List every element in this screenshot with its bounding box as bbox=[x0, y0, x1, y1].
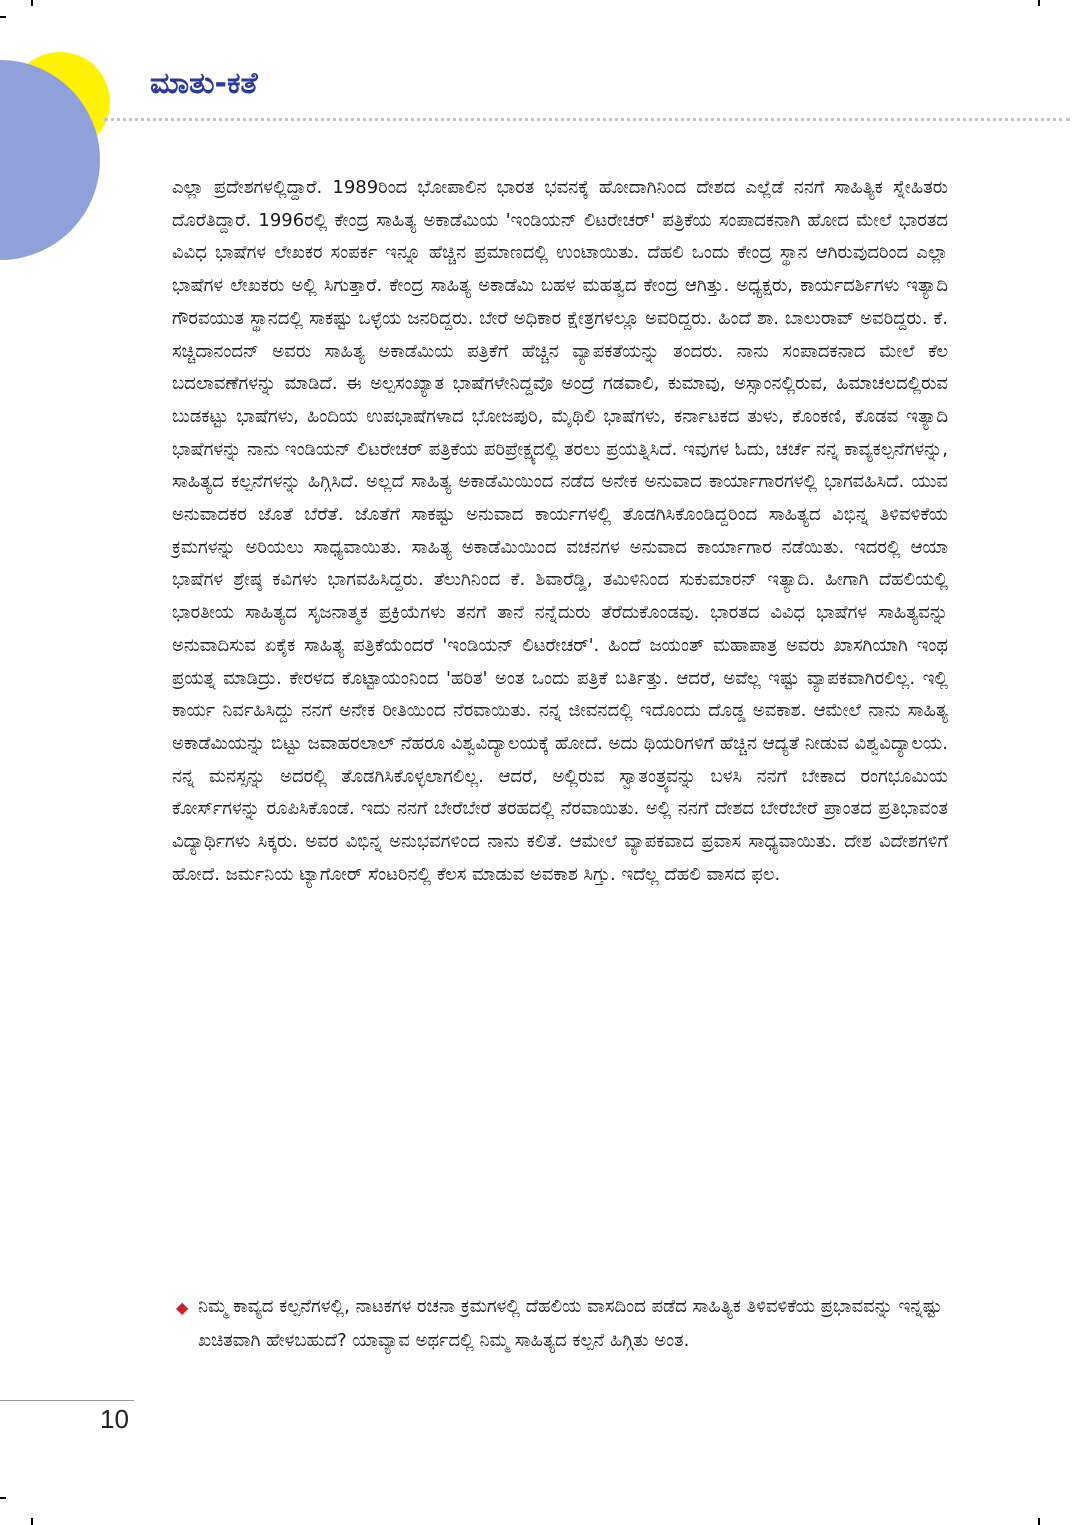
crop-mark-bottom-left bbox=[0, 1497, 6, 1499]
footer-divider bbox=[0, 1400, 134, 1401]
crop-mark-top-center bbox=[31, 0, 33, 6]
crop-mark-bottom-center bbox=[31, 1518, 33, 1525]
crop-mark-top-right bbox=[1038, 0, 1040, 6]
body-paragraph: ಎಲ್ಲಾ ಪ್ರದೇಶಗಳಲ್ಲಿದ್ದಾರೆ. 1989ರಿಂದ ಭೋಪಾಲಿನ ಭಾರತ ಭವನಕ್ಕೆ ಹೋದಾಗಿನಿಂದ ದೇಶದ ಎಲ್ಲೆಡೆ ನನಗೆ ಸಾಹಿತ್ಯಿಕ ಸ್ನೇಹಿತರು ದೊರೆತಿದ್ದಾರೆ. 1996ರಲ್ಲಿ ಕೇಂದ್ರ ಸಾಹಿತ್ಯ ಅಕಾಡೆಮಿಯ 'ಇಂಡಿಯನ್ ಲಿಟರೇಚರ್' ಪತ್ರಿಕೆಯ ಸಂಪಾದಕನಾಗಿ ಹೋದ ಮೇಲೆ ಭಾರತದ ವಿವಿಧ ಭಾಷೆಗಳ ಲೇಖಕರ ಸಂಪರ್ಕ ಇನ್ನೂ ಹೆಚ್ಚಿನ ಪ್ರಮಾಣದಲ್ಲಿ ಉಂಟಾಯಿತು. ದೆಹಲಿ ಒಂದು ಕೇಂದ್ರ ಸ್ಥಾನ ಆಗಿರುವುದರಿಂದ ಎಲ್ಲಾ ಭಾಷೆಗಳ ಲೇಖಕರು ಅಲ್ಲಿ ಸಿಗುತ್ತಾರೆ. ಕೇಂದ್ರ ಸಾಹಿತ್ಯ ಅಕಾಡೆಮಿ ಬಹಳ ಮಹತ್ವದ ಕೇಂದ್ರ ಆಗಿತ್ತು. ಅಧ್ಯಕ್ಷರು, ಕಾರ್ಯದರ್ಶಿಗಳು ಇತ್ಯಾದಿ ಗೌರವಯುತ ಸ್ಥಾನದಲ್ಲಿ ಸಾಕಷ್ಟು ಒಳ್ಳೆಯ ಜನರಿದ್ದರು. ಬೇರೆ ಅಧಿಕಾರ ಕ್ಷೇತ್ರಗಳಲ್ಲೂ ಅವರಿದ್ದರು. ಹಿಂದೆ ಶಾ. ಬಾಲುರಾವ್ ಅವರಿದ್ದರು. ಕೆ. ಸಚ್ಚಿದಾನಂದನ್ ಅವರು ಸಾಹಿತ್ಯ ಅಕಾಡೆಮಿಯ ಪತ್ರಿಕೆಗೆ ಹೆಚ್ಚಿನ ವ್ಯಾಪಕತೆಯನ್ನು ತಂದರು. ನಾನು ಸಂಪಾದಕನಾದ ಮೇಲೆ ಕೆಲ ಬದಲಾವಣೆಗಳನ್ನು ಮಾಡಿದೆ. ಈ ಅಲ್ಪಸಂಖ್ಯಾತ ಭಾಷೆಗಳೇನಿದ್ದವೊ ಅಂದ್ರೆ ಗಡವಾಲಿ, ಕುಮಾವು, ಅಸ್ಸಾಂನಲ್ಲಿರುವ, ಹಿಮಾಚಲದಲ್ಲಿರುವ ಬುಡಕಟ್ಟು ಭಾಷೆಗಳು, ಹಿಂದಿಯ ಉಪಭಾಷೆಗಳಾದ ಭೋಜಪುರಿ, ಮೈಥಿಲಿ ಭಾಷೆಗಳು, ಕರ್ನಾಟಕದ ತುಳು, ಕೊಂಕಣಿ, ಕೊಡವ ಇತ್ಯಾದಿ ಭಾಷೆಗಳನ್ನು ನಾನು ಇಂಡಿಯನ್ ಲಿಟರೇಚರ್ ಪತ್ರಿಕೆಯ ಪರಿಪ್ರೇಕ್ಷ್ಯದಲ್ಲಿ ತರಲು ಪ್ರಯತ್ನಿಸಿದೆ. ಇವುಗಳ ಓದು, ಚರ್ಚೆ ನನ್ನ ಕಾವ್ಯಕಲ್ಪನೆಗಳನ್ನು, ಸಾಹಿತ್ಯದ ಕಲ್ಪನೆಗಳನ್ನು ಹಿಗ್ಗಿಸಿದೆ. ಅಲ್ಲದೆ ಸಾಹಿತ್ಯ ಅಕಾಡೆಮಿಯಿಂದ ನಡೆದ ಅನೇಕ ಅನುವಾದ ಕಾರ್ಯಾಗಾರಗಳಲ್ಲಿ ಭಾಗವಹಿಸಿದೆ. ಯುವ ಅನುವಾದಕರ ಜೊತೆ ಬೆರೆತೆ. ಜೊತೆಗೆ ಸಾಕಷ್ಟು ಅನುವಾದ ಕಾರ್ಯಗಳಲ್ಲಿ ತೊಡಗಿಸಿಕೊಂಡಿದ್ದರಿಂದ ಸಾಹಿತ್ಯದ ವಿಭಿನ್ನ ತಿಳಿವಳಿಕೆಯ ಕ್ರಮಗಳನ್ನು ಅರಿಯಲು ಸಾಧ್ಯವಾಯಿತು. ಸಾಹಿತ್ಯ ಅಕಾಡೆಮಿಯಿಂದ ವಚನಗಳ ಅನುವಾದ ಕಾರ್ಯಾಗಾರ ನಡೆಯಿತು. ಇದರಲ್ಲಿ ಆಯಾ ಭಾಷೆಗಳ ಶ್ರೇಷ್ಠ ಕವಿಗಳು ಭಾಗವಹಿಸಿದ್ದರು. ತೆಲುಗಿನಿಂದ ಕೆ. ಶಿವಾರೆಡ್ಡಿ, ತಮಿಳಿನಿಂದ ಸುಕುಮಾರನ್ ಇತ್ಯಾದಿ. ಹೀಗಾಗಿ ದೆಹಲಿಯಲ್ಲಿ ಭಾರತೀಯ ಸಾಹಿತ್ಯದ ಸೃಜನಾತ್ಮಕ ಪ್ರಕ್ರಿಯೆಗಳು ತನಗೆ ತಾನೆ ನನ್ನೆದುರು ತೆರೆದುಕೊಂಡವು. ಭಾರತದ ವಿವಿಧ ಭಾಷೆಗಳ ಸಾಹಿತ್ಯವನ್ನು ಅನುವಾದಿಸುವ ಏಕೈಕ ಸಾಹಿತ್ಯ ಪತ್ರಿಕೆಯೆಂದರೆ 'ಇಂಡಿಯನ್ ಲಿಟರೇಚರ್'. ಹಿಂದೆ ಜಯಂತ್ ಮಹಾಪಾತ್ರ ಅವರು ಖಾಸಗಿಯಾಗಿ ಇಂಥ ಪ್ರಯತ್ನ ಮಾಡಿದ್ರು. ಕೇರಳದ ಕೊಟ್ಟಾಯಂನಿಂದ 'ಹರಿತ' ಅಂತ ಒಂದು ಪತ್ರಿಕೆ ಬರ್ತಿತ್ತು. ಆದರೆ, ಅವೆಲ್ಲ ಇಷ್ಟು ವ್ಯಾಪಕವಾಗಿರಲಿಲ್ಲ. ಇಲ್ಲಿ ಕಾರ್ಯ ನಿರ್ವಹಿಸಿದ್ದು ನನಗೆ ಅನೇಕ ರೀತಿಯಿಂದ ನೆರವಾಯಿತು. ನನ್ನ ಜೀವನದಲ್ಲಿ ಇದೊಂದು ದೊಡ್ಡ ಅವಕಾಶ. ಆಮೇಲೆ ನಾನು ಸಾಹಿತ್ಯ ಅಕಾಡೆಮಿಯನ್ನು ಬಿಟ್ಟು ಜವಾಹರಲಾಲ್ ನೆಹರೂ ವಿಶ್ವವಿದ್ಯಾಲಯಕ್ಕೆ ಹೋದೆ. ಅದು ಥಿಯರಿಗಳಿಗೆ ಹೆಚ್ಚಿನ ಆದ್ಯತೆ ನೀಡುವ ವಿಶ್ವವಿದ್ಯಾಲಯ. ನನ್ನ ಮನಸ್ಸನ್ನು ಅದರಲ್ಲಿ ತೊಡಗಿಸಿಕೊಳ್ಳಲಾಗಲಿಲ್ಲ. ಆದರೆ, ಅಲ್ಲಿರುವ ಸ್ವಾತಂತ್ರ್ಯವನ್ನು ಬಳಸಿ ನನಗೆ ಬೇಕಾದ ರಂಗಭೂಮಿಯ ಕೋರ್ಸ್‌ಗಳನ್ನು ರೂಪಿಸಿಕೊಂಡೆ. ಇದು ನನಗೆ ಬೇರೆಬೇರೆ ತರಹದಲ್ಲಿ ನೆರವಾಯಿತು. ಅಲ್ಲಿ ನನಗೆ ದೇಶದ ಬೇರೆಬೇರೆ ಪ್ರಾಂತದ ಪ್ರತಿಭಾವಂತ ವಿದ್ಯಾರ್ಥಿಗಳು ಸಿಕ್ಕರು. ಅವರ ವಿಭಿನ್ನ ಅನುಭವಗಳಿಂದ ನಾನು ಕಲಿತೆ. ಆಮೇಲೆ ವ್ಯಾಪಕವಾದ ಪ್ರವಾಸ ಸಾಧ್ಯವಾಯಿತು. ದೇಶ ವಿದೇಶಗಳಿಗೆ ಹೋದೆ. ಜರ್ಮನಿಯ ಟ್ಯಾಗೋರ್ ಸೆಂಟರಿನಲ್ಲಿ ಕೆಲಸ ಮಾಡುವ ಅವಕಾಶ ಸಿಗ್ತು. ಇದೆಲ್ಲ ದೆಹಲಿ ವಾಸದ ಫಲ. bbox=[172, 177, 948, 885]
interview-question bbox=[176, 1290, 960, 1358]
header-dotted-divider bbox=[104, 118, 1070, 121]
page-title: ಮಾತು-ಕತೆ bbox=[150, 66, 258, 101]
diamond-bullet-icon: ◆ bbox=[176, 1298, 189, 1317]
page-number: 10 bbox=[100, 1404, 129, 1434]
crop-mark-top-left bbox=[0, 16, 6, 18]
question-text: ನಿಮ್ಮ ಕಾವ್ಯದ ಕಲ್ಪನೆಗಳಲ್ಲಿ, ನಾಟಕಗಳ ರಚನಾ ಕ್ರಮಗಳಲ್ಲಿ ದೆಹಲಿಯ ವಾಸದಿಂದ ಪಡೆದ ಸಾಹಿತ್ಯಿಕ ತಿಳಿವಳಿಕೆಯ ಪ್ರಭಾವವನ್ನು ಇನ್ನಷ್ಟು ಖಚಿತವಾಗಿ ಹೇಳಬಹುದೆ? ಯಾವ್ಯಾವ ಅರ್ಥದಲ್ಲಿ ನಿಮ್ಮ ಸಾಹಿತ್ಯದ ಕಲ್ಪನೆ ಹಿಗ್ಗಿತು ಅಂತ. bbox=[198, 1296, 942, 1351]
crop-mark-bottom-right bbox=[1038, 1518, 1040, 1525]
